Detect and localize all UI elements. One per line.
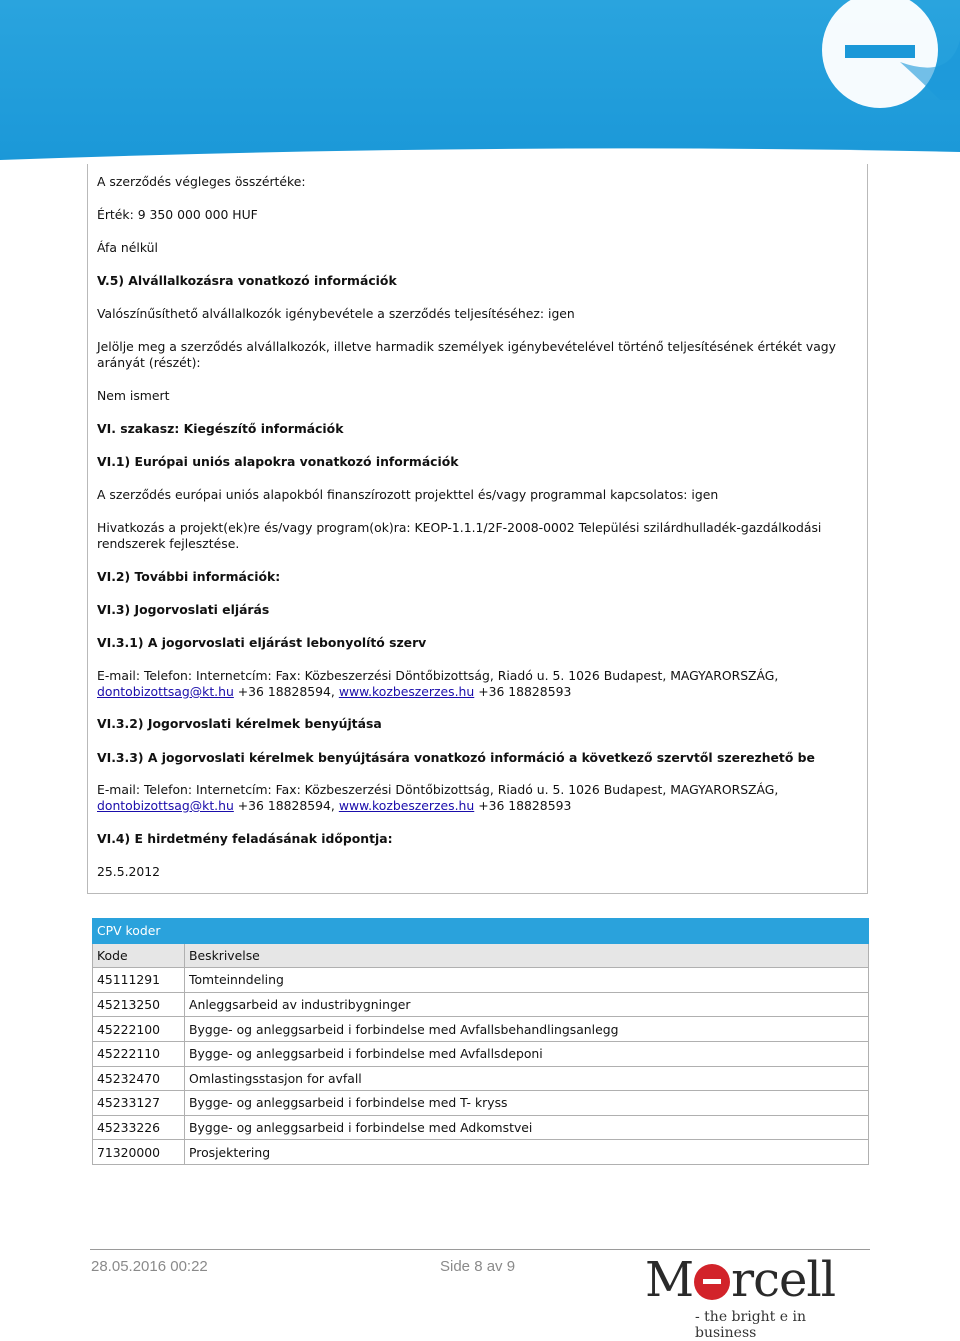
brand-swoosh-graphic [0, 0, 960, 160]
info-body-web-link[interactable]: www.kozbeszerzes.hu [338, 798, 475, 813]
cpv-desc: Anleggsarbeid av industribygninger [185, 992, 869, 1017]
info-body-email-link[interactable]: dontobizottsag@kt.hu [97, 798, 234, 813]
table-row [93, 968, 869, 993]
cpv-desc: Omlastingsstasjon for avfall [185, 1066, 869, 1091]
cpv-code: 45111291 [93, 968, 185, 993]
subcontract-share: Jelölje meg a szerződés alvállalkozók, illetve harmadik személyek igénybevételével történő teljesítésének értékét vagy arányát (részét): [97, 339, 836, 370]
cpv-col-desc-header: Beskrivelse [185, 943, 869, 968]
cpv-code: 45233127 [93, 1091, 185, 1116]
cpv-desc: Bygge- og anleggsarbeid i forbindelse med Avfallsbehandlingsanlegg [185, 1017, 869, 1042]
section-vi33-heading: VI.3.3) A jogorvoslati kérelmek benyújtására vonatkozó információ a következő szervtől szerezhető be [97, 750, 815, 765]
section-vi1-heading: VI.1) Európai uniós alapokra vonatkozó információk [97, 454, 459, 469]
cpv-desc: Prosjektering [185, 1140, 869, 1165]
eu-funds-line: A szerződés európai uniós alapokból finanszírozott projekttel és/vagy programmal kapcsolatos: igen [97, 487, 719, 502]
info-body-address: E-mail: Telefon: Internetcím: Fax: Közbeszerzési Döntőbizottság, Riadó u. 5. 1026 Budapest, MAGYARORSZÁG, [97, 782, 779, 797]
value-line: Érték: 9 350 000 000 HUF [97, 207, 258, 222]
cpv-desc: Bygge- og anleggsarbeid i forbindelse med T- kryss [185, 1091, 869, 1116]
cpv-table-title: CPV koder [93, 919, 869, 944]
section-vi2-heading: VI.2) További információk: [97, 569, 281, 584]
header-banner [0, 0, 960, 160]
logo-wordmark: M rcell [645, 1252, 836, 1308]
review-body-address: E-mail: Telefon: Internetcím: Fax: Közbeszerzési Döntőbizottság, Riadó u. 5. 1026 Budapest, MAGYARORSZÁG, [97, 668, 779, 683]
final-value-label: A szerződés végleges összértéke: [97, 174, 306, 189]
review-body-fax: +36 18828593 [474, 684, 572, 699]
info-body-fax: +36 18828593 [474, 798, 572, 813]
table-row [93, 992, 869, 1017]
section-vi3-heading: VI.3) Jogorvoslati eljárás [97, 602, 270, 617]
info-body-contact [97, 782, 867, 814]
footer-divider [90, 1249, 870, 1250]
review-body-phone: +36 18828594, [233, 684, 339, 699]
cpv-col-code-header: Kode [93, 943, 185, 968]
subcontract-question: Valószínűsíthető alvállalkozók igénybevétele a szerződés teljesítéséhez: igen [97, 306, 575, 321]
unknown-value: Nem ismert [97, 388, 170, 403]
table-row [93, 1115, 869, 1140]
logo-e-icon [694, 1264, 730, 1300]
cpv-desc: Bygge- og anleggsarbeid i forbindelse med Avfallsdeponi [185, 1041, 869, 1066]
section-vi31-heading: VI.3.1) A jogorvoslati eljárást lebonyolító szerv [97, 635, 427, 650]
table-row [93, 1066, 869, 1091]
table-row [93, 1091, 869, 1116]
cpv-desc: Tomteinndeling [185, 968, 869, 993]
review-body-web-link[interactable]: www.kozbeszerzes.hu [338, 684, 475, 699]
cpv-table [92, 918, 869, 1165]
vat-line: Áfa nélkül [97, 240, 158, 255]
cpv-desc: Bygge- og anleggsarbeid i forbindelse med Adkomstvei [185, 1115, 869, 1140]
table-row [93, 1017, 869, 1042]
section-vi32-heading: VI.3.2) Jogorvoslati kérelmek benyújtása [97, 716, 382, 731]
review-body-contact [97, 668, 867, 700]
table-row [93, 1041, 869, 1066]
footer-page-number: Side 8 av 9 [440, 1258, 516, 1275]
mercell-logo [645, 1252, 870, 1341]
info-body-phone: +36 18828594, [233, 798, 339, 813]
cpv-code: 71320000 [93, 1140, 185, 1165]
dispatch-date: 25.5.2012 [97, 864, 161, 879]
cpv-code: 45222100 [93, 1017, 185, 1042]
cpv-code: 45213250 [93, 992, 185, 1017]
review-body-email-link[interactable]: dontobizottsag@kt.hu [97, 684, 234, 699]
project-reference: Hivatkozás a projekt(ek)re és/vagy program(ok)ra: KEOP-1.1.1/2F-2008-0002 Települési szilárdhulladék-gazdálkodási rendszerek fejlesztése. [97, 520, 822, 551]
cpv-code: 45233226 [93, 1115, 185, 1140]
section-vi-heading: VI. szakasz: Kiegészítő információk [97, 421, 344, 436]
section-vi4-heading: VI.4) E hirdetmény feladásának időpontja: [97, 831, 393, 846]
table-row [93, 1140, 869, 1165]
footer-timestamp: 28.05.2016 00:22 [91, 1258, 208, 1275]
cpv-code: 45232470 [93, 1066, 185, 1091]
section-v5-heading: V.5) Alvállalkozásra vonatkozó információk [97, 273, 397, 288]
cpv-code: 45222110 [93, 1041, 185, 1066]
logo-tagline: - the bright e in business [695, 1309, 806, 1341]
